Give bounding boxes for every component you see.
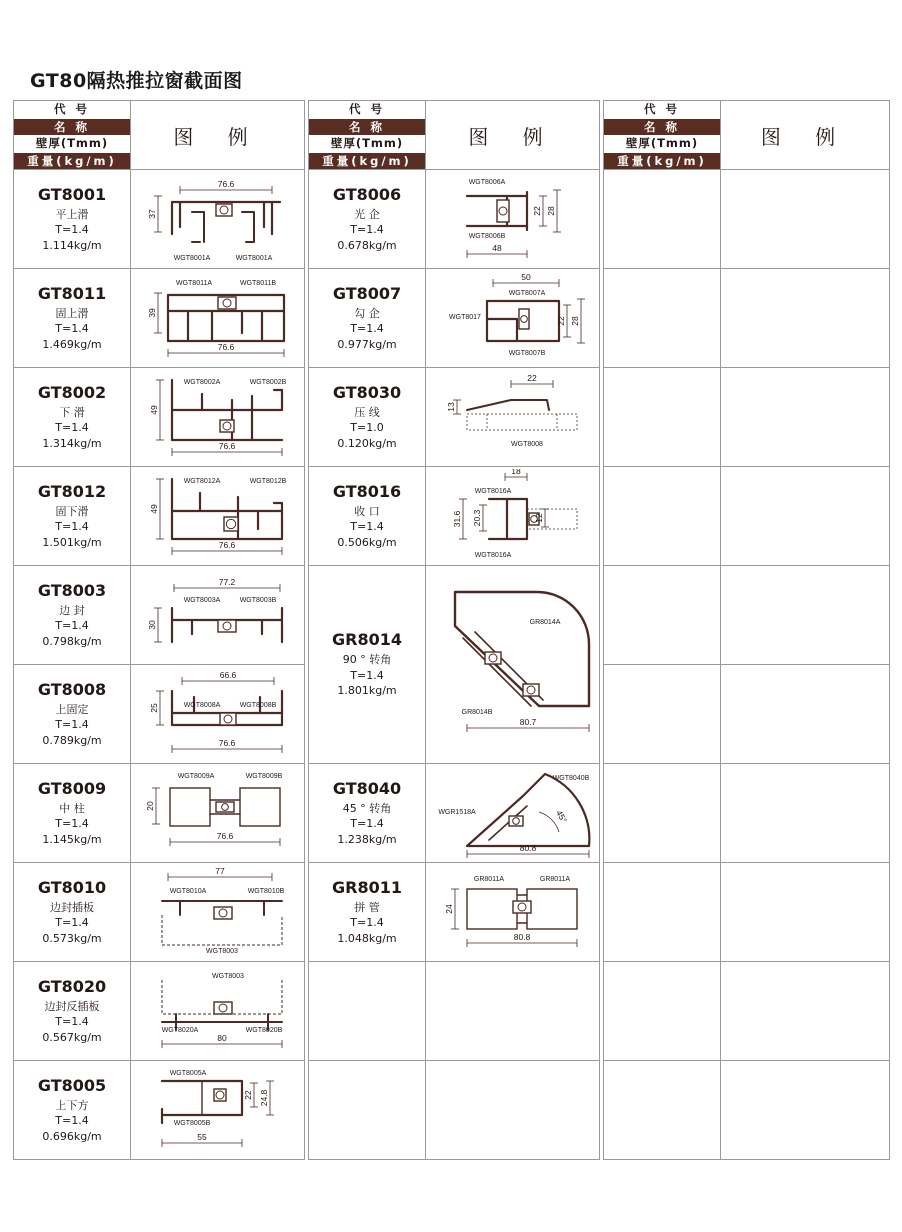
header-labels-3 xyxy=(604,101,721,170)
profile-outline xyxy=(527,889,577,929)
profile-cross-section-drawing xyxy=(427,271,599,366)
profile-drawing-cell xyxy=(131,566,305,665)
empty-info-cell xyxy=(309,962,426,1061)
profile-drawing-cell xyxy=(131,863,305,962)
profile-drawing-cell xyxy=(131,269,305,368)
profile-drawing-cell xyxy=(131,368,305,467)
dimension-label: 55 xyxy=(196,1131,207,1142)
dimension-label: 12 xyxy=(533,512,544,523)
profile-drawing-cell xyxy=(131,665,305,764)
empty-drawing-cell xyxy=(721,170,890,269)
part-code-label: WGT8011A xyxy=(175,279,212,287)
part-code-label: WGR1518A xyxy=(437,808,476,816)
profile-info-cell xyxy=(14,863,131,962)
profile-code: GT8030 xyxy=(332,382,402,402)
profile-weight: 0.696kg/m xyxy=(42,1129,102,1143)
part-code-label: WGT8001A xyxy=(235,254,272,262)
profile-code: GT8006 xyxy=(332,184,402,204)
part-code-label: WGT8003B xyxy=(239,596,276,604)
dimension-label: 30 xyxy=(146,619,157,630)
dimension-label: 45° xyxy=(553,807,569,825)
profile-cross-section-drawing xyxy=(132,865,304,960)
table-row xyxy=(14,764,890,863)
profile-name: 平上滑 xyxy=(55,207,89,221)
part-code-label: WGT8009A xyxy=(177,772,214,780)
profile-info-cell xyxy=(309,368,426,467)
profile-weight: 0.678kg/m xyxy=(337,238,397,252)
dimension-label: 76.6 xyxy=(217,341,234,352)
part-code-label: WGT8003A xyxy=(183,596,220,604)
profile-weight: 1.048kg/m xyxy=(337,931,397,945)
profile-weight: 1.501kg/m xyxy=(42,535,102,549)
header-row xyxy=(14,101,890,170)
part-code-label: WGT8012B xyxy=(249,477,286,485)
profile-code: GR8014 xyxy=(332,630,402,650)
empty-drawing-cell xyxy=(721,467,890,566)
part-code-label: WGT8007A xyxy=(508,289,545,297)
part-code-label: WGT8008A xyxy=(183,701,220,709)
dimension-label: 25 xyxy=(148,702,159,713)
dimension-label: 76.6 xyxy=(218,737,235,748)
profile-code: GT8011 xyxy=(37,283,107,303)
dimension-label: 77.2 xyxy=(218,576,235,587)
profile-name: 中 柱 xyxy=(59,801,85,815)
dimension-label: 80.8 xyxy=(519,842,536,853)
dimension-label: 24.8 xyxy=(258,1089,269,1106)
profile-drawing-cell xyxy=(131,170,305,269)
profile-thickness: T=1.4 xyxy=(55,916,89,930)
profile-name: 90 ° 转角 xyxy=(342,653,392,667)
profile-cross-section-drawing xyxy=(132,766,304,861)
profile-name: 上固定 xyxy=(55,702,89,716)
profile-cross-section-drawing xyxy=(427,766,599,861)
profile-thickness: T=1.4 xyxy=(55,1114,89,1128)
empty-info-cell xyxy=(604,467,721,566)
profile-info-cell xyxy=(309,170,426,269)
part-code-label: WGT8017 xyxy=(448,313,481,321)
table-row xyxy=(14,368,890,467)
part-code-label: WGT8005A xyxy=(169,1069,206,1077)
profile-weight: 1.145kg/m xyxy=(42,832,102,846)
profile-weight: 0.120kg/m xyxy=(337,436,397,450)
profile-thickness: T=1.4 xyxy=(55,520,89,534)
profile-thickness: T=1.4 xyxy=(55,1015,89,1029)
part-code-label: WGT8008 xyxy=(510,440,543,448)
profile-weight: 0.573kg/m xyxy=(42,931,102,945)
part-code-label: WGT8040B xyxy=(552,774,589,782)
table-row xyxy=(14,170,890,269)
header-thickness-label: 壁厚(Tmm) xyxy=(14,135,130,152)
profile-weight: 0.798kg/m xyxy=(42,634,102,648)
profile-info-cell xyxy=(309,269,426,368)
dimension-label: 22 xyxy=(531,205,542,216)
profile-code: GT8002 xyxy=(37,382,107,402)
table-row xyxy=(14,863,890,962)
profile-catalog-table xyxy=(13,100,890,1160)
profile-thickness: T=1.4 xyxy=(350,817,384,831)
profile-drawing-cell xyxy=(426,566,600,764)
header-thickness-label: 壁厚(Tmm) xyxy=(309,135,425,152)
part-code-label: WGT8020A xyxy=(161,1026,198,1034)
dimension-label: 13 xyxy=(445,401,456,412)
profile-thickness: T=1.4 xyxy=(55,223,89,237)
page-title: GT80隔热推拉窗截面图 xyxy=(30,70,243,92)
profile-name: 边 封 xyxy=(59,603,85,617)
profile-outline xyxy=(467,774,589,846)
profile-name: 固下滑 xyxy=(55,504,89,518)
profile-weight: 0.506kg/m xyxy=(337,535,397,549)
profile-info-cell xyxy=(309,764,426,863)
profile-code: GT8007 xyxy=(332,283,402,303)
profile-weight: 0.789kg/m xyxy=(42,733,102,747)
profile-code: GR8011 xyxy=(332,877,402,897)
profile-name: 光 企 xyxy=(354,207,380,221)
dimension-label: 18 xyxy=(510,468,521,476)
part-code-label: WGT8006A xyxy=(468,178,505,186)
empty-drawing-cell xyxy=(426,1061,600,1160)
profile-thickness: T=1.4 xyxy=(350,916,384,930)
profile-code: GT8009 xyxy=(37,778,107,798)
header-code-label: 代 号 xyxy=(604,101,720,118)
empty-drawing-cell xyxy=(721,665,890,764)
header-name-label: 名 称 xyxy=(309,118,425,136)
part-code-label: WGT8010A xyxy=(169,887,206,895)
header-weight-label: 重量(kg/m) xyxy=(604,152,720,170)
profile-thickness: T=1.4 xyxy=(350,668,384,682)
dimension-label: 37 xyxy=(146,208,157,219)
profile-info-cell xyxy=(14,170,131,269)
table-row xyxy=(14,1061,890,1160)
profile-name: 上下方 xyxy=(55,1098,89,1112)
dimension-label: 20 xyxy=(144,800,155,811)
profile-name: 45 ° 转角 xyxy=(342,801,392,815)
profile-name: 压 线 xyxy=(354,405,380,419)
profile-weight: 1.238kg/m xyxy=(337,832,397,846)
profile-cross-section-drawing xyxy=(132,1063,304,1158)
profile-thickness: T=1.4 xyxy=(350,223,384,237)
empty-drawing-cell xyxy=(721,269,890,368)
profile-cross-section-drawing xyxy=(427,370,599,465)
header-example-2: 图 例 xyxy=(426,101,600,170)
empty-info-cell xyxy=(604,665,721,764)
profile-cross-section-drawing xyxy=(427,568,599,762)
dimension-label: 50 xyxy=(520,271,531,282)
table-row xyxy=(14,962,890,1061)
part-code-label: WGT8001A xyxy=(173,254,210,262)
dimension-label: 28 xyxy=(569,315,580,326)
profile-cross-section-drawing xyxy=(427,469,599,564)
part-code-label: WGT8006B xyxy=(468,232,505,240)
profile-outline xyxy=(240,788,280,826)
empty-info-cell xyxy=(604,863,721,962)
profile-outline xyxy=(467,889,517,929)
profile-info-cell xyxy=(309,467,426,566)
dimension-label: 24 xyxy=(443,903,454,914)
dimension-label: 76.6 xyxy=(217,178,234,189)
part-code-label: GR8011A xyxy=(473,875,504,883)
profile-info-cell xyxy=(309,566,426,764)
part-code-label: WGT8016A xyxy=(474,551,511,559)
dimension-label: 22 xyxy=(526,372,537,383)
profile-code: GT8008 xyxy=(37,679,107,699)
part-code-label: GR8014A xyxy=(529,618,560,626)
profile-info-cell xyxy=(309,863,426,962)
profile-info-cell xyxy=(14,962,131,1061)
profile-thickness: T=1.4 xyxy=(55,322,89,336)
empty-drawing-cell xyxy=(721,764,890,863)
profile-code: GT8012 xyxy=(37,481,107,501)
profile-cross-section-drawing xyxy=(132,568,304,663)
empty-info-cell xyxy=(604,566,721,665)
profile-code: GT8020 xyxy=(37,976,107,996)
header-weight-label: 重量(kg/m) xyxy=(309,152,425,170)
header-weight-label: 重量(kg/m) xyxy=(14,152,130,170)
part-code-label: WGT8010B xyxy=(247,887,284,895)
part-code-label: WGT8005B xyxy=(173,1119,210,1127)
dimension-label: 66.6 xyxy=(219,669,236,680)
part-code-label: GR8014B xyxy=(461,708,492,716)
profile-cross-section-drawing xyxy=(132,667,304,762)
dimension-label: 77 xyxy=(214,865,225,876)
profile-weight: 1.469kg/m xyxy=(42,337,102,351)
profile-thickness: T=1.4 xyxy=(55,718,89,732)
empty-info-cell xyxy=(604,269,721,368)
dimension-label: 31.6 xyxy=(451,510,462,527)
profile-code: GT8003 xyxy=(37,580,107,600)
profile-outline xyxy=(170,788,210,826)
profile-info-cell xyxy=(14,368,131,467)
header-labels-1 xyxy=(14,101,131,170)
header-example-3: 图 例 xyxy=(721,101,890,170)
reference-outline xyxy=(467,414,577,430)
profile-weight: 0.567kg/m xyxy=(42,1030,102,1044)
profile-thickness: T=1.4 xyxy=(55,421,89,435)
header-name-label: 名 称 xyxy=(14,118,130,136)
profile-info-cell xyxy=(14,1061,131,1160)
dimension-label: 76.6 xyxy=(218,440,235,451)
part-code-label: WGT8009B xyxy=(245,772,282,780)
profile-name: 固上滑 xyxy=(55,306,89,320)
profile-drawing-cell xyxy=(131,467,305,566)
profile-name: 收 口 xyxy=(354,504,380,518)
profile-weight: 1.801kg/m xyxy=(337,684,397,698)
profile-drawing-cell xyxy=(426,863,600,962)
profile-cross-section-drawing xyxy=(132,964,304,1059)
profile-name: 下 滑 xyxy=(59,405,85,419)
header-name-label: 名 称 xyxy=(604,118,720,136)
profile-drawing-cell xyxy=(426,467,600,566)
dimension-label: 22 xyxy=(555,315,566,326)
dimension-label: 28 xyxy=(545,205,556,216)
profile-info-cell xyxy=(14,764,131,863)
table-row xyxy=(14,566,890,665)
profile-thickness: T=1.4 xyxy=(55,619,89,633)
part-code-label: WGT8007B xyxy=(508,349,545,357)
profile-drawing-cell xyxy=(426,368,600,467)
empty-drawing-cell xyxy=(426,962,600,1061)
profile-name: 边封反插板 xyxy=(44,999,100,1013)
profile-info-cell xyxy=(14,269,131,368)
profile-code: GT8001 xyxy=(37,184,107,204)
dimension-label: 80.8 xyxy=(513,931,530,942)
profile-thickness: T=1.4 xyxy=(55,817,89,831)
table-row xyxy=(14,467,890,566)
empty-drawing-cell xyxy=(721,1061,890,1160)
profile-name: 边封插板 xyxy=(50,900,94,914)
dimension-label: 76.6 xyxy=(216,830,233,841)
profile-info-cell xyxy=(14,566,131,665)
dimension-label: 76.6 xyxy=(218,539,235,550)
profile-drawing-cell xyxy=(426,269,600,368)
dimension-label: 48 xyxy=(491,242,502,253)
header-labels-2 xyxy=(309,101,426,170)
profile-cross-section-drawing xyxy=(427,172,599,267)
profile-weight: 1.114kg/m xyxy=(42,238,102,252)
profile-code: GT8016 xyxy=(332,481,402,501)
part-code-label: WGT8016A xyxy=(474,487,511,495)
part-code-label: WGT8002A xyxy=(183,378,220,386)
empty-drawing-cell xyxy=(721,368,890,467)
profile-thickness: T=1.4 xyxy=(350,520,384,534)
dimension-label: 22 xyxy=(242,1089,253,1100)
profile-thickness: T=1.0 xyxy=(350,421,384,435)
part-code-label: WGT8020B xyxy=(245,1026,282,1034)
header-code-label: 代 号 xyxy=(14,101,130,118)
profile-weight: 0.977kg/m xyxy=(337,337,397,351)
profile-drawing-cell xyxy=(131,962,305,1061)
dimension-label: 80 xyxy=(216,1032,227,1043)
profile-cross-section-drawing xyxy=(132,469,304,564)
header-thickness-label: 壁厚(Tmm) xyxy=(604,135,720,152)
profile-thickness: T=1.4 xyxy=(350,322,384,336)
empty-info-cell xyxy=(309,1061,426,1160)
profile-cross-section-drawing xyxy=(132,271,304,366)
dimension-label: 49 xyxy=(148,404,159,415)
empty-info-cell xyxy=(604,368,721,467)
profile-drawing-cell xyxy=(426,170,600,269)
header-code-label: 代 号 xyxy=(309,101,425,118)
profile-code: GT8005 xyxy=(37,1075,107,1095)
profile-name: 勾 企 xyxy=(354,306,380,320)
empty-info-cell xyxy=(604,170,721,269)
profile-info-cell xyxy=(14,665,131,764)
dimension-label: 20.3 xyxy=(471,509,482,526)
part-code-label: WGT8003 xyxy=(211,972,244,980)
profile-code: GT8010 xyxy=(37,877,107,897)
part-code-label: WGT8003 xyxy=(205,947,238,955)
profile-drawing-cell xyxy=(426,764,600,863)
profile-cross-section-drawing xyxy=(132,370,304,465)
empty-drawing-cell xyxy=(721,863,890,962)
empty-info-cell xyxy=(604,764,721,863)
profile-drawing-cell xyxy=(131,1061,305,1160)
profile-code: GT8040 xyxy=(332,778,402,798)
dimension-label: 80.7 xyxy=(519,716,536,727)
empty-drawing-cell xyxy=(721,566,890,665)
profile-info-cell xyxy=(14,467,131,566)
profile-cross-section-drawing xyxy=(132,172,304,267)
part-code-label: WGT8008B xyxy=(239,701,276,709)
part-code-label: WGT8012A xyxy=(183,477,220,485)
header-example-1: 图 例 xyxy=(131,101,305,170)
empty-drawing-cell xyxy=(721,962,890,1061)
profile-weight: 1.314kg/m xyxy=(42,436,102,450)
dimension-label: 49 xyxy=(148,503,159,514)
profile-cross-section-drawing xyxy=(427,865,599,960)
dimension-label: 39 xyxy=(146,307,157,318)
part-code-label: GR8011A xyxy=(539,875,570,883)
profile-name: 拼 管 xyxy=(354,900,380,914)
empty-info-cell xyxy=(604,962,721,1061)
profile-outline xyxy=(489,499,527,539)
part-code-label: WGT8002B xyxy=(249,378,286,386)
profile-drawing-cell xyxy=(131,764,305,863)
part-code-label: WGT8011B xyxy=(239,279,276,287)
profile-outline xyxy=(467,400,549,410)
empty-info-cell xyxy=(604,1061,721,1160)
table-row xyxy=(14,269,890,368)
